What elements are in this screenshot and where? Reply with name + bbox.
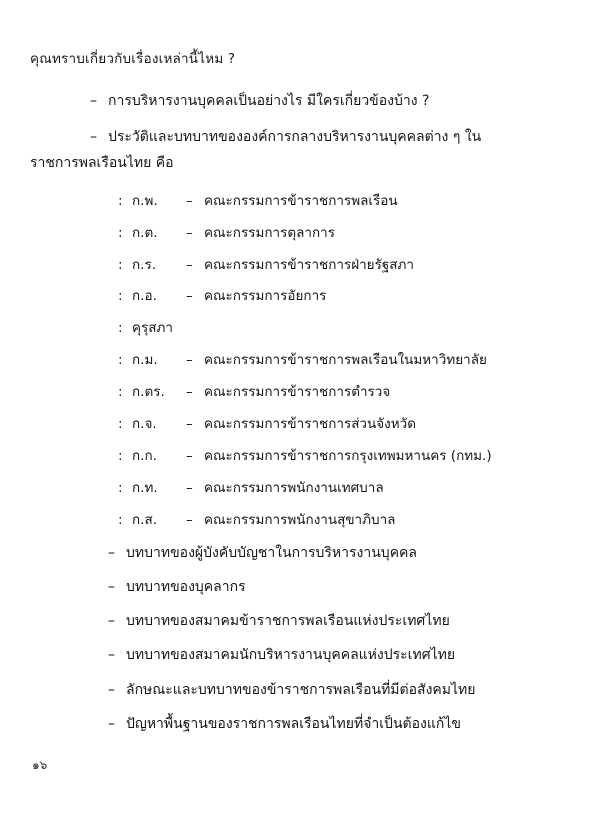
bullet-text: ปัญหาพื้นฐานของราชการพลเรือนไทยที่จำเป็นต้องแก้ไข — [126, 716, 461, 733]
org-abbreviation: ก.ส. — [132, 511, 157, 528]
colon-marker: : — [118, 352, 123, 369]
colon-marker: : — [118, 256, 123, 273]
dash-marker: – — [108, 578, 115, 595]
dash-marker: – — [186, 447, 193, 464]
dash-marker: – — [186, 384, 193, 401]
bullet-text: บทบาทของผู้บังคับบัญชาในการบริหารงานบุคคล — [126, 544, 418, 561]
list-item — [118, 351, 570, 370]
dash-marker: – — [186, 224, 193, 241]
list-item — [118, 415, 570, 434]
page-title: คุณทราบเกี่ยวกับเรื่องเหล่านี้ไหม ? — [30, 51, 236, 67]
org-abbreviation: ก.ตร. — [132, 384, 165, 401]
org-full-name: คณะกรรมการตุลาการ — [204, 224, 336, 241]
org-abbreviation: ก.ม. — [132, 352, 158, 369]
list-item — [108, 645, 570, 665]
dash-marker: – — [108, 544, 115, 561]
topic-item — [90, 91, 570, 111]
org-full-name: คณะกรรมการข้าราชการส่วนจังหวัด — [204, 416, 416, 433]
topic-text: ประวัติและบทบาทขององค์การกลางบริหารงานบุคคลต่าง ๆ ใน — [108, 129, 482, 146]
dash-marker: – — [108, 613, 115, 630]
list-item — [108, 577, 570, 597]
colon-marker: : — [118, 288, 123, 305]
dash-marker: – — [186, 256, 193, 273]
org-abbreviation: ก.พ. — [132, 192, 158, 209]
list-item — [118, 447, 570, 466]
page-number: ๑๖ — [32, 758, 48, 772]
org-full-name: คณะกรรมการข้าราชการกรุงเทพมหานคร (กทม.) — [204, 447, 492, 464]
org-abbreviation: ก.อ. — [132, 288, 157, 305]
dash-marker: – — [186, 416, 193, 433]
dash-marker: – — [108, 716, 115, 733]
dash-marker: – — [186, 511, 193, 528]
org-full-name: คณะกรรมการข้าราชการพลเรือนในมหาวิทยาลัย — [204, 352, 487, 369]
org-abbreviation: ก.ท. — [132, 479, 158, 496]
list-item — [108, 611, 570, 631]
list-item — [118, 192, 570, 211]
list-item — [118, 319, 570, 338]
org-abbreviation: ก.ร. — [132, 256, 157, 273]
org-full-name: คณะกรรมการข้าราชการฝ่ายรัฐสภา — [204, 256, 415, 273]
org-abbreviation: ก.จ. — [132, 416, 157, 433]
org-full-name: คณะกรรมการอัยการ — [204, 288, 327, 305]
bullet-text: บทบาทของสมาคมนักบริหารงานบุคคลแห่งประเทศไทย — [126, 647, 456, 664]
topic-continuation: ราชการพลเรือนไทย คือ — [30, 155, 174, 172]
dash-marker: – — [108, 647, 115, 664]
list-item — [108, 680, 570, 700]
colon-marker: : — [118, 224, 123, 241]
bullet-text: บทบาทของสมาคมข้าราชการพลเรือนแห่งประเทศไทย — [126, 613, 450, 630]
topic-item — [90, 127, 570, 147]
dash-marker: – — [186, 192, 193, 209]
list-item — [108, 543, 570, 563]
dash-marker: – — [186, 352, 193, 369]
dash-marker: – — [108, 681, 115, 698]
org-abbreviation: คุรุสภา — [132, 320, 174, 337]
organization-list — [30, 192, 570, 530]
colon-marker: : — [118, 320, 123, 337]
colon-marker: : — [118, 447, 123, 464]
dash-marker: – — [186, 479, 193, 496]
list-item — [118, 383, 570, 402]
org-abbreviation: ก.ก. — [132, 447, 157, 464]
org-abbreviation: ก.ต. — [132, 224, 158, 241]
dash-marker: – — [90, 129, 97, 146]
org-full-name: คณะกรรมการข้าราชการพลเรือน — [204, 192, 398, 209]
org-full-name: คณะกรรมการข้าราชการตำรวจ — [204, 384, 391, 401]
colon-marker: : — [118, 479, 123, 496]
list-item — [118, 256, 570, 275]
bullet-text: ลักษณะและบทบาทของข้าราชการพลเรือนที่มีต่อสังคมไทย — [126, 681, 476, 698]
dash-marker: – — [186, 288, 193, 305]
list-item — [118, 224, 570, 243]
colon-marker: : — [118, 384, 123, 401]
org-full-name: คณะกรรมการพนักงานสุขาภิบาล — [204, 511, 396, 528]
topic-text: การบริหารงานบุคคลเป็นอย่างไร มีใครเกี่ยวข้องบ้าง ? — [108, 92, 430, 109]
bullet-text: บทบาทของบุคลากร — [126, 578, 246, 595]
list-item — [118, 479, 570, 498]
list-item — [118, 287, 570, 306]
list-item — [118, 511, 570, 530]
org-full-name: คณะกรรมการพนักงานเทศบาล — [204, 479, 384, 496]
colon-marker: : — [118, 511, 123, 528]
dash-marker: – — [90, 92, 97, 109]
colon-marker: : — [118, 192, 123, 209]
colon-marker: : — [118, 416, 123, 433]
bullet-list — [30, 543, 570, 735]
list-item — [108, 714, 570, 734]
